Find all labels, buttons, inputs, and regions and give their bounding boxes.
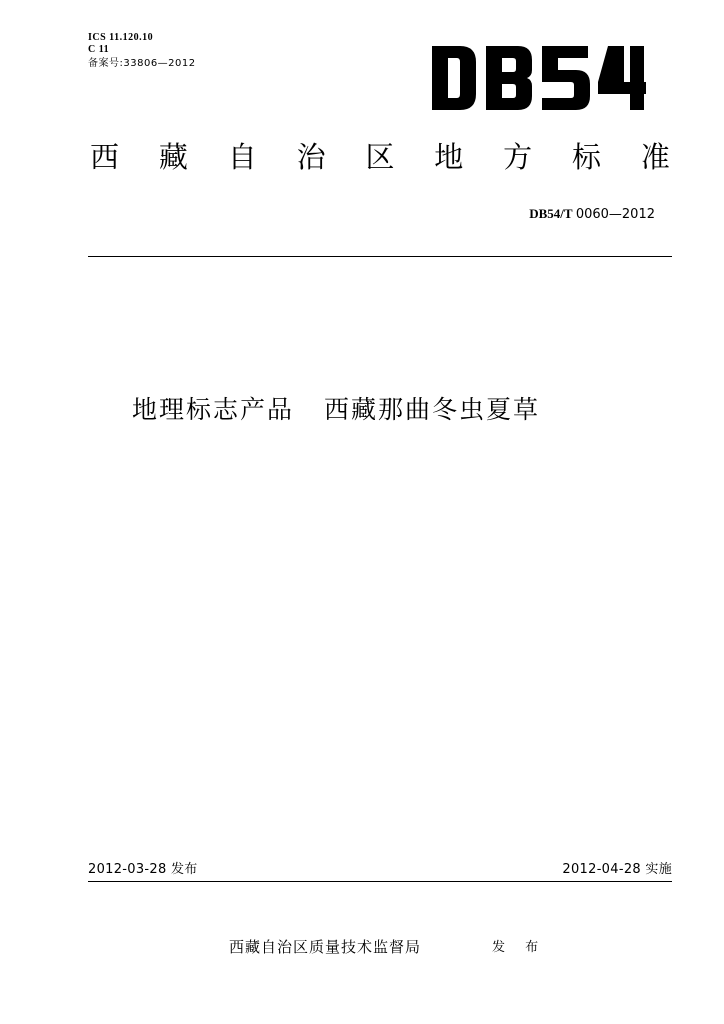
- standard-code-prefix: DB54/T: [529, 206, 573, 221]
- standard-type-char: 自: [227, 140, 257, 174]
- implementation-date: 2012-04-28 实施: [562, 862, 672, 877]
- standard-type-heading: [90, 140, 670, 174]
- standard-code-number: 0060—2012: [575, 207, 655, 222]
- standard-type-char: 藏: [158, 140, 188, 174]
- standard-type-char: 治: [296, 140, 326, 174]
- standard-type-char: 方: [503, 140, 533, 174]
- publish-label: 发 布: [492, 940, 547, 955]
- document-title-part2: 西藏那曲冬虫夏草: [324, 395, 541, 424]
- standard-type-char: 标: [572, 140, 602, 174]
- record-number: 备案号:33806—2012: [88, 58, 196, 69]
- publisher-name: 西藏自治区质量技术监督局: [229, 938, 422, 956]
- standard-type-char: 西: [90, 140, 120, 174]
- top-divider: [88, 256, 672, 257]
- document-title-part1: 地理标志产品: [132, 395, 295, 424]
- ccs-code: C 11: [88, 44, 110, 55]
- document-title: [132, 394, 540, 426]
- standard-code: [529, 206, 655, 223]
- standard-type-char: 准: [640, 140, 670, 174]
- bottom-divider: [88, 881, 672, 882]
- standard-type-char: 地: [434, 140, 464, 174]
- db54-logo: [430, 44, 646, 112]
- issue-date: 2012-03-28 发布: [88, 862, 198, 877]
- standard-type-char: 区: [365, 140, 395, 174]
- ics-code: ICS 11.120.10: [88, 32, 154, 43]
